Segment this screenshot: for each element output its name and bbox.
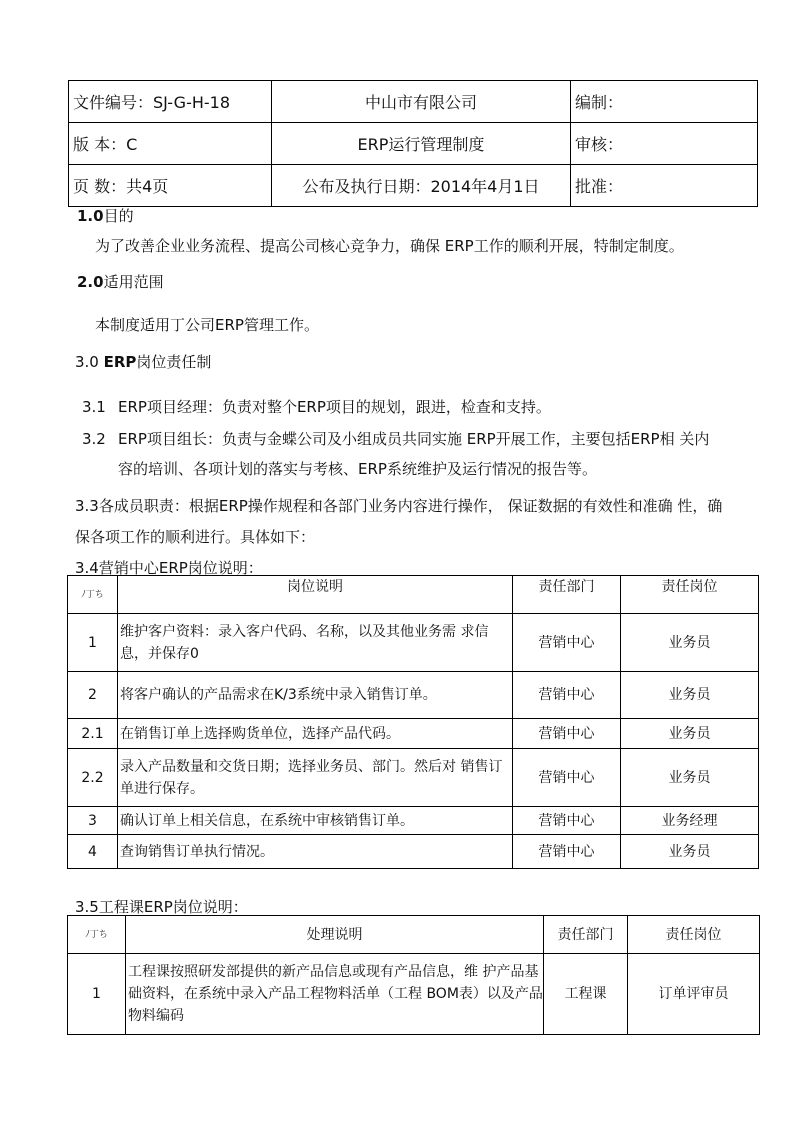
table-row <box>68 749 759 807</box>
section-2-text: 本制度适用丁公司ERP管理工作。 <box>95 316 319 334</box>
pages-cell <box>69 165 272 207</box>
row-description: 在销售订单上选择购货单位，选择产品代码。 <box>118 719 513 749</box>
section-3-number: 3.0 <box>75 353 104 371</box>
section-2-heading <box>77 270 164 294</box>
row-department: 营销中心 <box>513 614 621 672</box>
section-3-2-line-1: ERP项目组长：负责与金蝶公司及小组成员共同实施 ERP开展工作，主要包括ERP相 关内 <box>118 430 710 448</box>
section-1-heading <box>77 204 134 228</box>
section-3-title: 岗位责任制 <box>136 353 212 371</box>
row-number: 3 <box>68 807 118 835</box>
section-3-heading <box>75 350 211 374</box>
table-row <box>68 614 759 672</box>
edited-label: 编制： <box>575 93 624 112</box>
row-description: 查询销售订单执行情况。 <box>118 835 513 869</box>
engineering-role-table <box>67 915 760 1035</box>
table2-header-desc: 处理说明 <box>126 916 544 954</box>
row-post: 订单评审员 <box>628 954 760 1035</box>
publish-date: 公布及执行日期：2014年4月1日 <box>302 177 540 196</box>
section-1-title: 目的 <box>103 207 134 225</box>
row-number: 2 <box>68 672 118 719</box>
table2-header-post: 责任岗位 <box>628 916 760 954</box>
reviewed-cell <box>571 123 758 165</box>
table1-header-desc: 岗位说明 <box>118 576 513 614</box>
header-row-3 <box>69 165 758 207</box>
version: 版 本：C <box>73 135 138 154</box>
row-number: 2.1 <box>68 719 118 749</box>
row-post: 业务员 <box>621 719 759 749</box>
row-post: 业务员 <box>621 672 759 719</box>
section-3-3-line-2: 保各项工作的顺利进行。具体如下： <box>75 528 316 546</box>
row-number: 2.2 <box>68 749 118 807</box>
section-3-4-title: 3.4营销中心ERP岗位说明： <box>75 559 263 577</box>
row-description: 将客户确认的产品需求在K/3系统中录入销售订单。 <box>118 672 513 719</box>
row-department: 营销中心 <box>513 835 621 869</box>
reviewed-label: 审核： <box>575 135 624 154</box>
section-3-2-line-2: 容的培训、各项计划的落实与考核、ERP系统维护及运行情况的报告等。 <box>118 460 597 478</box>
section-3-1-number: 3.1 <box>82 398 106 416</box>
edited-cell <box>571 81 758 123</box>
row-department: 工程课 <box>544 954 628 1035</box>
table-row <box>68 719 759 749</box>
row-post: 业务员 <box>621 614 759 672</box>
page-count: 页 数：共4页 <box>73 177 169 196</box>
section-3-bold: ERP <box>103 353 137 371</box>
table1-header-post: 责任岗位 <box>621 576 759 614</box>
doc-title: ERP运行管理制度 <box>357 135 485 154</box>
section-3-5-title: 3.5工程课ERP岗位说明： <box>75 898 248 916</box>
table-row <box>68 672 759 719</box>
company-name: 中山市有限公司 <box>364 93 477 112</box>
row-description: 确认订单上相关信息，在系统中审核销售订单。 <box>118 807 513 835</box>
publish-date-cell <box>272 165 571 207</box>
table1-header-row <box>68 576 759 614</box>
header-row-1 <box>69 81 758 123</box>
section-3-2-number: 3.2 <box>82 430 106 448</box>
row-number: 4 <box>68 835 118 869</box>
row-description: 维护客户资料：录入客户代码、名称，以及其他业务需 求信息，并保存0 <box>118 614 513 672</box>
table-row <box>68 835 759 869</box>
table2-header-dept: 责任部门 <box>544 916 628 954</box>
table2-header-row <box>68 916 760 954</box>
section-1-number: 1.0 <box>77 207 104 225</box>
section-2-title: 适用范围 <box>103 273 164 291</box>
row-post: 业务员 <box>621 835 759 869</box>
sales-role-table <box>67 575 759 869</box>
approved-cell <box>571 165 758 207</box>
section-2-number: 2.0 <box>77 273 104 291</box>
row-department: 营销中心 <box>513 749 621 807</box>
section-3-3-line-1: 3.3各成员职责：根据ERP操作规程和各部门业务内容进行操作， 保证数据的有效性和准确 性，确 <box>75 497 723 515</box>
row-post: 业务员 <box>621 749 759 807</box>
version-cell <box>69 123 272 165</box>
title-cell <box>272 123 571 165</box>
row-number: 1 <box>68 954 126 1035</box>
row-department: 营销中心 <box>513 807 621 835</box>
section-1-text: 为了改善企业业务流程、提高公司核心竞争力，确保 ERP工作的顺利开展，特制定制度。 <box>95 237 684 255</box>
table-row <box>68 807 759 835</box>
table1-header-no: ﾉ丁ち <box>68 576 118 614</box>
row-description: 工程课按照研发部提供的新产品信息或现有产品信息，维 护产品基础资料，在系统中录入产品工程物料活单（工程 BOM表）以及产品物料编码 <box>126 954 544 1035</box>
row-number: 1 <box>68 614 118 672</box>
header-table <box>68 80 758 207</box>
row-description: 录入产品数量和交货日期；选择业务员、部门。然后对 销售订单进行保存。 <box>118 749 513 807</box>
row-department: 营销中心 <box>513 719 621 749</box>
approved-label: 批准： <box>575 177 624 196</box>
doc-number-cell <box>69 81 272 123</box>
row-post: 业务经理 <box>621 807 759 835</box>
row-department: 营销中心 <box>513 672 621 719</box>
table1-header-dept: 责任部门 <box>513 576 621 614</box>
header-row-2 <box>69 123 758 165</box>
doc-number: 文件编号：SJ-G-H-18 <box>73 93 231 112</box>
table-row <box>68 954 760 1035</box>
company-cell <box>272 81 571 123</box>
table2-header-no: ﾉ丁ち <box>68 916 126 954</box>
section-3-1-text: ERP项目经理：负责对整个ERP项目的规划，跟进，检查和支持。 <box>118 398 551 416</box>
